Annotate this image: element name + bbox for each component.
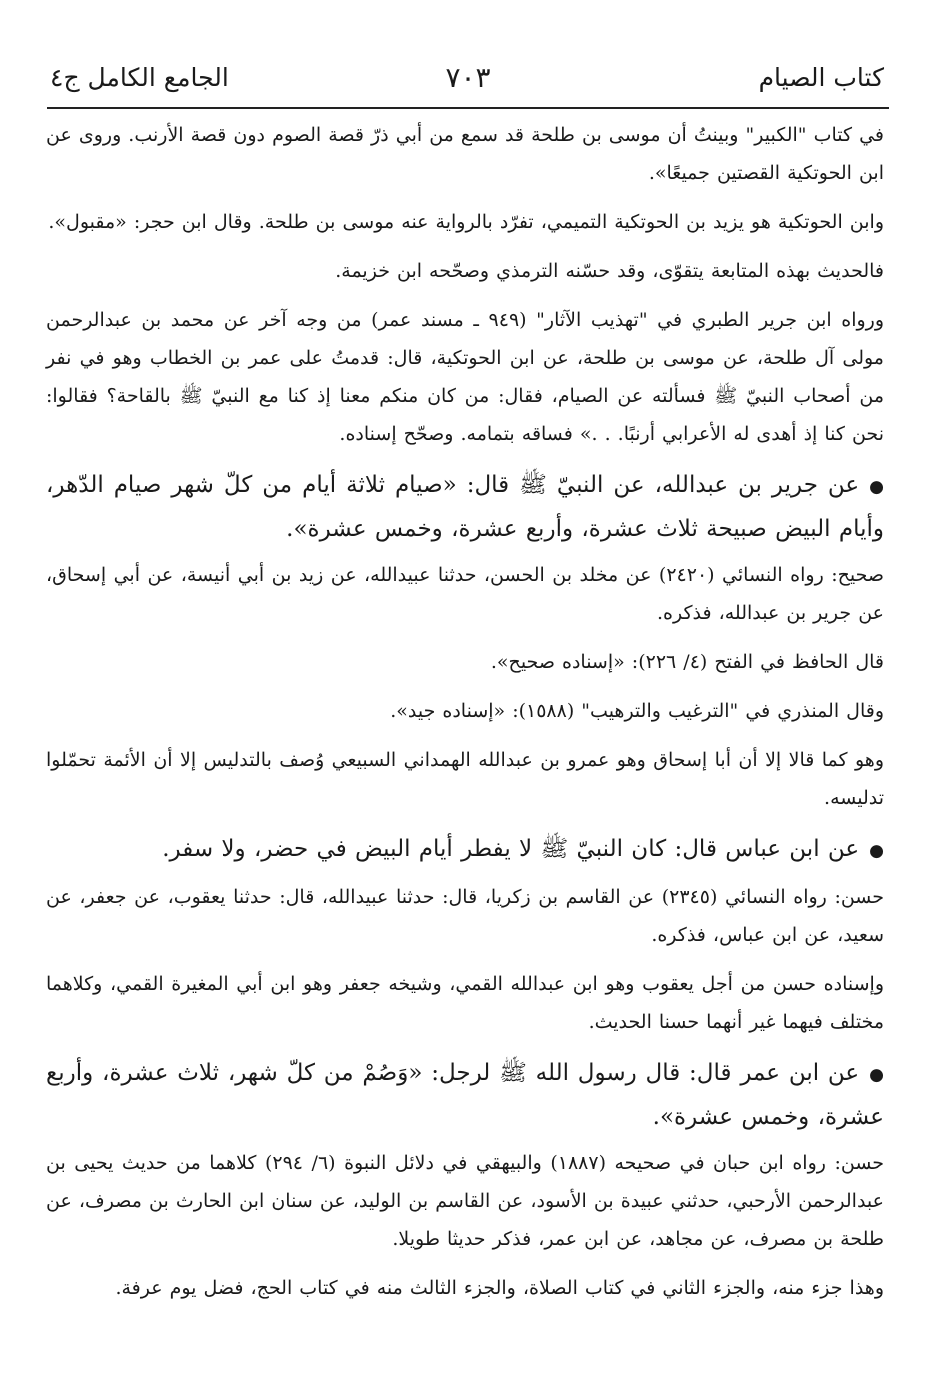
paragraph: حسن: رواه النسائي (٢٣٤٥) عن القاسم بن زكريا، قال: حدثنا عبيدالله، قال: حدثنا يعقوب، عن جعفر، عن سعيد، عن ابن عباس، فذكره. bbox=[46, 886, 884, 946]
hadith-text: عن ابن عباس قال: كان النبيّ ﷺ لا يفطر أيام البيض في حضر، ولا سفر. bbox=[162, 836, 860, 862]
paragraph: فالحديث بهذه المتابعة يتقوّى، وقد حسّنه الترمذي وصحّحه ابن خزيمة. bbox=[335, 260, 884, 282]
running-head-volume: الجامع الكامل ج٤ bbox=[50, 63, 229, 92]
paragraph: وهذا جزء منه، والجزء الثاني في كتاب الصلاة، والجزء الثالث منه في كتاب الحج، فضل يوم عرفة. bbox=[115, 1277, 884, 1299]
bullet-icon: ● bbox=[869, 841, 884, 861]
paragraph: ورواه ابن جرير الطبري في "تهذيب الآثار" (٩٤٩ ـ مسند عمر) من وجه آخر عن محمد بن عبدالرحمن مولى آل طلحة، عن موسى بن طلحة، عن ابن الحوتكية، قال: قدمتُ على عمر بن الخطاب وهو في نفر من أصحاب النبيّ ﷺ فسألته عن الصيام، فقال: من كان منكم معنا إذ كنا مع النبيّ ﷺ بالقاحة؟ فقالوا: نحن كنا إذ أهدى له الأعرابي أرنبًا. . .» فساقه بتمامه. وصحّح إسناده. bbox=[46, 309, 884, 445]
hadith-paragraph bbox=[46, 828, 884, 872]
paragraph: وقال المنذري في "الترغيب والترهيب" (١٥٨٨): «إسناده جيد». bbox=[390, 700, 884, 722]
running-head-book-title: كتاب الصيام bbox=[758, 63, 884, 92]
paragraph: وهو كما قالا إلا أن أبا إسحاق وهو عمرو بن عبدالله الهمداني السبيعي وُصف بالتدليس إلا أن الأئمة تحمّلوا تدليسه. bbox=[46, 749, 884, 809]
paragraph: وإسناده حسن من أجل يعقوب وهو ابن عبدالله القمي، وشيخه جعفر وهو ابن أبي المغيرة القمي، وكلاهما مختلف فيهما غير أنهما حسنا الحديث. bbox=[46, 973, 884, 1033]
paragraph: قال الحافظ في الفتح (٤/ ٢٢٦): «إسناده صحيح». bbox=[490, 651, 884, 673]
hadith-paragraph bbox=[46, 1052, 884, 1138]
paragraph: حسن: رواه ابن حبان في صحيحه (١٨٨٧) والبيهقي في دلائل النبوة (٦/ ٢٩٤) كلاهما من حديث يحيى بن عبدالرحمن الأرحبي، حدثني عبيدة بن الأسود، عن القاسم بن الوليد، عن سنان ابن الحارث بن مصرف، عن طلحة بن مصرف، عن مجاهد، عن ابن عمر، فذكر حديثا طويلا. bbox=[46, 1152, 885, 1250]
hadith-text: عن جرير بن عبدالله، عن النبيّ ﷺ قال: «صيام ثلاثة أيام من كلّ شهر صيام الدّهر، وأيام البيض صبيحة ثلاث عشرة، وأربع عشرة، وخمس عشرة». bbox=[46, 472, 884, 542]
paragraph: في كتاب "الكبير" وبينتُ أن موسى بن طلحة قد سمع من أبي ذرّ قصة الصوم دون قصة الأرنب. وروى عن ابن الحوتكية القصتين جميعًا». bbox=[46, 124, 884, 184]
bullet-icon: ● bbox=[869, 477, 884, 497]
body-text bbox=[46, 116, 884, 1318]
page-number: ٧٠٣ bbox=[445, 61, 491, 94]
hadith-paragraph bbox=[46, 464, 884, 550]
paragraph: وابن الحوتكية هو يزيد بن الحوتكية التميمي، تفرّد بالرواية عنه موسى بن طلحة. وقال ابن حجر: «مقبول». bbox=[48, 211, 884, 233]
header-rule bbox=[47, 107, 889, 109]
hadith-text: عن ابن عمر قال: قال رسول الله ﷺ لرجل: «وَصُمْ من كلّ شهر، ثلاث عشرة، وأربع عشرة، وخمس عشرة». bbox=[46, 1060, 884, 1130]
paragraph: صحيح: رواه النسائي (٢٤٢٠) عن مخلد بن الحسن، حدثنا عبيدالله، عن زيد بن أبي أنيسة، عن أبي إسحاق، عن جرير بن عبدالله، فذكره. bbox=[46, 564, 885, 624]
bullet-icon: ● bbox=[869, 1065, 884, 1085]
